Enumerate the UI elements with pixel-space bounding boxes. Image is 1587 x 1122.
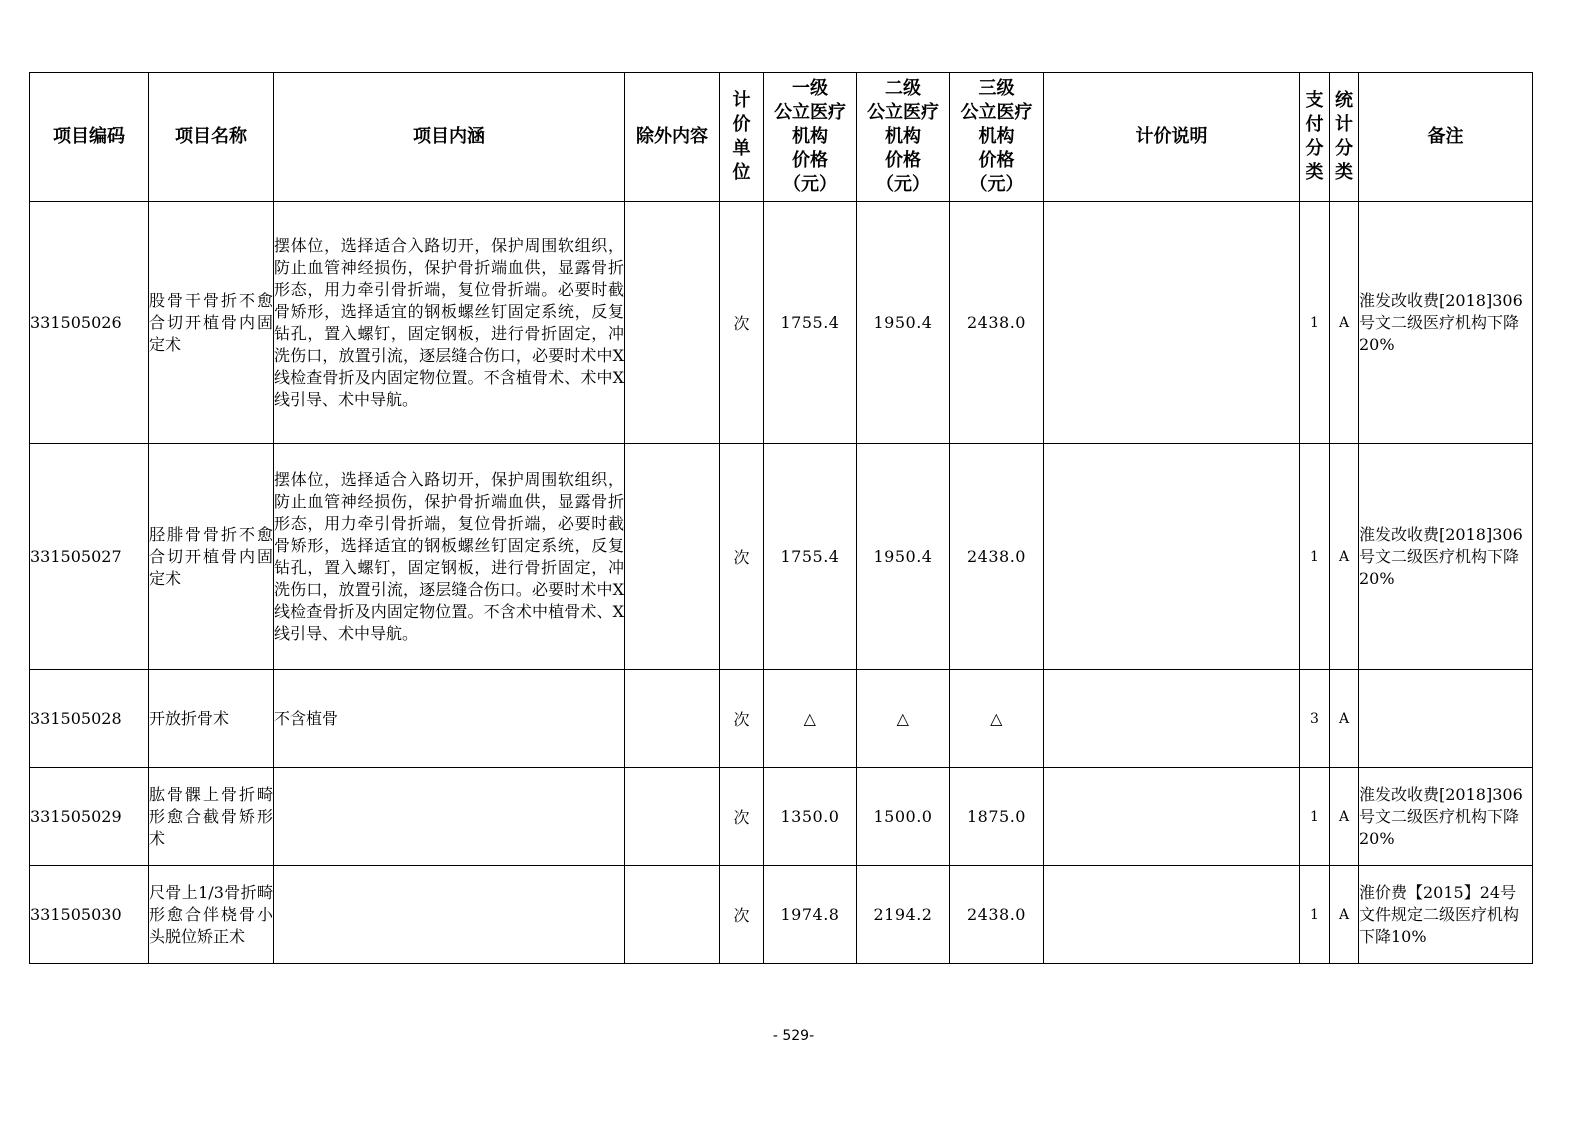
cell-price-level3: 1875.0 (950, 768, 1044, 866)
cell-price-level1: 1755.4 (764, 444, 857, 670)
header-level3-line: （元） (969, 174, 1024, 195)
header-level2-price (857, 73, 950, 202)
cell-price-level2: 1950.4 (857, 444, 950, 670)
header-unit-text: 计价单位 (732, 90, 751, 183)
cell-price-level3: 2438.0 (950, 202, 1044, 444)
header-content: 项目内涵 (274, 73, 625, 202)
table-row (30, 202, 1533, 444)
cell-pricing-note (1044, 768, 1300, 866)
page-number: - 529- (772, 1028, 815, 1044)
cell-exclusion (625, 670, 720, 768)
cell-stat-class: A (1330, 202, 1359, 444)
header-level2-line: （元） (876, 174, 930, 195)
header-unit (720, 73, 764, 202)
cell-price-level1: △ (764, 670, 857, 768)
cell-remark: 淮发改收费[2018]306号文二级医疗机构下降20% (1359, 202, 1533, 444)
cell-stat-class: A (1330, 670, 1359, 768)
cell-unit: 次 (720, 202, 764, 444)
header-level3-line: 三级 (978, 78, 1015, 99)
cell-price-level1: 1350.0 (764, 768, 857, 866)
header-level3-price (950, 73, 1044, 202)
cell-name: 肱骨髁上骨折畸形愈合截骨矫形术 (149, 768, 274, 866)
header-level1-line: （元） (783, 174, 837, 195)
cell-payment-class: 1 (1300, 866, 1330, 964)
cell-unit: 次 (720, 866, 764, 964)
cell-content (274, 768, 625, 866)
cell-price-level3: 2438.0 (950, 866, 1044, 964)
cell-price-level2: △ (857, 670, 950, 768)
cell-unit: 次 (720, 768, 764, 866)
cell-price-level3: △ (950, 670, 1044, 768)
cell-pricing-note (1044, 444, 1300, 670)
cell-content (274, 866, 625, 964)
cell-name: 尺骨上1/3骨折畸形愈合伴桡骨小头脱位矫正术 (149, 866, 274, 964)
header-stat-class (1330, 73, 1359, 202)
table-row (30, 768, 1533, 866)
header-level2-line: 机构 (885, 126, 921, 147)
table-row (30, 670, 1533, 768)
cell-exclusion (625, 768, 720, 866)
cell-name: 股骨干骨折不愈合切开植骨内固定术 (149, 202, 274, 444)
header-stat-class-text: 统计分类 (1335, 90, 1353, 183)
cell-price-level1: 1974.8 (764, 866, 857, 964)
cell-code: 331505030 (30, 866, 149, 964)
cell-unit: 次 (720, 670, 764, 768)
cell-name: 胫腓骨骨折不愈合切开植骨内固定术 (149, 444, 274, 670)
cell-exclusion (625, 202, 720, 444)
header-exclusion: 除外内容 (625, 73, 720, 202)
header-level1-line: 价格 (792, 150, 828, 171)
cell-payment-class: 1 (1300, 202, 1330, 444)
cell-remark (1359, 670, 1533, 768)
cell-payment-class: 1 (1300, 444, 1330, 670)
cell-stat-class: A (1330, 768, 1359, 866)
header-level3-line: 公立医疗 (960, 102, 1033, 123)
header-level1-line: 一级 (792, 78, 828, 99)
header-level2-line: 二级 (885, 78, 921, 99)
header-level1-price (764, 73, 857, 202)
cell-remark: 淮发改收费[2018]306号文二级医疗机构下降20% (1359, 768, 1533, 866)
header-level2-line: 公立医疗 (867, 102, 939, 123)
cell-content: 不含植骨 (274, 670, 625, 768)
cell-pricing-note (1044, 866, 1300, 964)
header-remark: 备注 (1359, 73, 1533, 202)
table-row (30, 444, 1533, 670)
cell-content: 摆体位，选择适合入路切开，保护周围软组织，防止血管神经损伤，保护骨折端血供，显露骨折形态，用力牵引骨折端，复位骨折端。必要时截骨矫形，选择适宜的钢板螺丝钉固定系统，反复钻孔，置入螺钉，固定钢板，进行骨折固定，冲洗伤口，放置引流，逐层缝合伤口，必要时术中X线检查骨折及内固定物位置。不含植骨术、术中X线引导、术中导航。 (274, 202, 625, 444)
cell-name: 开放折骨术 (149, 670, 274, 768)
header-name: 项目名称 (149, 73, 274, 202)
cell-unit: 次 (720, 444, 764, 670)
cell-payment-class: 3 (1300, 670, 1330, 768)
cell-stat-class: A (1330, 866, 1359, 964)
cell-remark: 淮价费【2015】24号文件规定二级医疗机构下降10% (1359, 866, 1533, 964)
cell-content: 摆体位，选择适合入路切开，保护周围软组织，防止血管神经损伤，保护骨折端血供，显露骨折形态，用力牵引骨折端，复位骨折端，必要时截骨矫形，选择适宜的钢板螺丝钉固定系统，反复钻孔，置入螺钉，固定钢板，进行骨折固定，冲洗伤口，放置引流，逐层缝合伤口。必要时术中X线检查骨折及内固定物位置。不含术中植骨术、X线引导、术中导航。 (274, 444, 625, 670)
header-level2-line: 价格 (885, 150, 921, 171)
cell-price-level2: 1950.4 (857, 202, 950, 444)
header-level3-line: 价格 (978, 150, 1015, 171)
cell-exclusion (625, 866, 720, 964)
header-level3-line: 机构 (978, 126, 1015, 147)
cell-stat-class: A (1330, 444, 1359, 670)
cell-remark: 淮发改收费[2018]306号文二级医疗机构下降20% (1359, 444, 1533, 670)
price-table (29, 72, 1533, 964)
cell-code: 331505026 (30, 202, 149, 444)
header-code: 项目编码 (30, 73, 149, 202)
header-pricing-note: 计价说明 (1044, 73, 1300, 202)
cell-price-level3: 2438.0 (950, 444, 1044, 670)
cell-price-level2: 2194.2 (857, 866, 950, 964)
cell-pricing-note (1044, 202, 1300, 444)
cell-code: 331505027 (30, 444, 149, 670)
header-row (30, 73, 1533, 202)
cell-code: 331505028 (30, 670, 149, 768)
cell-payment-class: 1 (1300, 768, 1330, 866)
cell-price-level2: 1500.0 (857, 768, 950, 866)
cell-pricing-note (1044, 670, 1300, 768)
header-payment-class (1300, 73, 1330, 202)
table-row (30, 866, 1533, 964)
cell-exclusion (625, 444, 720, 670)
cell-code: 331505029 (30, 768, 149, 866)
header-level1-line: 机构 (792, 126, 828, 147)
header-level1-line: 公立医疗 (774, 102, 846, 123)
cell-price-level1: 1755.4 (764, 202, 857, 444)
header-payment-class-text: 支付分类 (1305, 90, 1324, 183)
